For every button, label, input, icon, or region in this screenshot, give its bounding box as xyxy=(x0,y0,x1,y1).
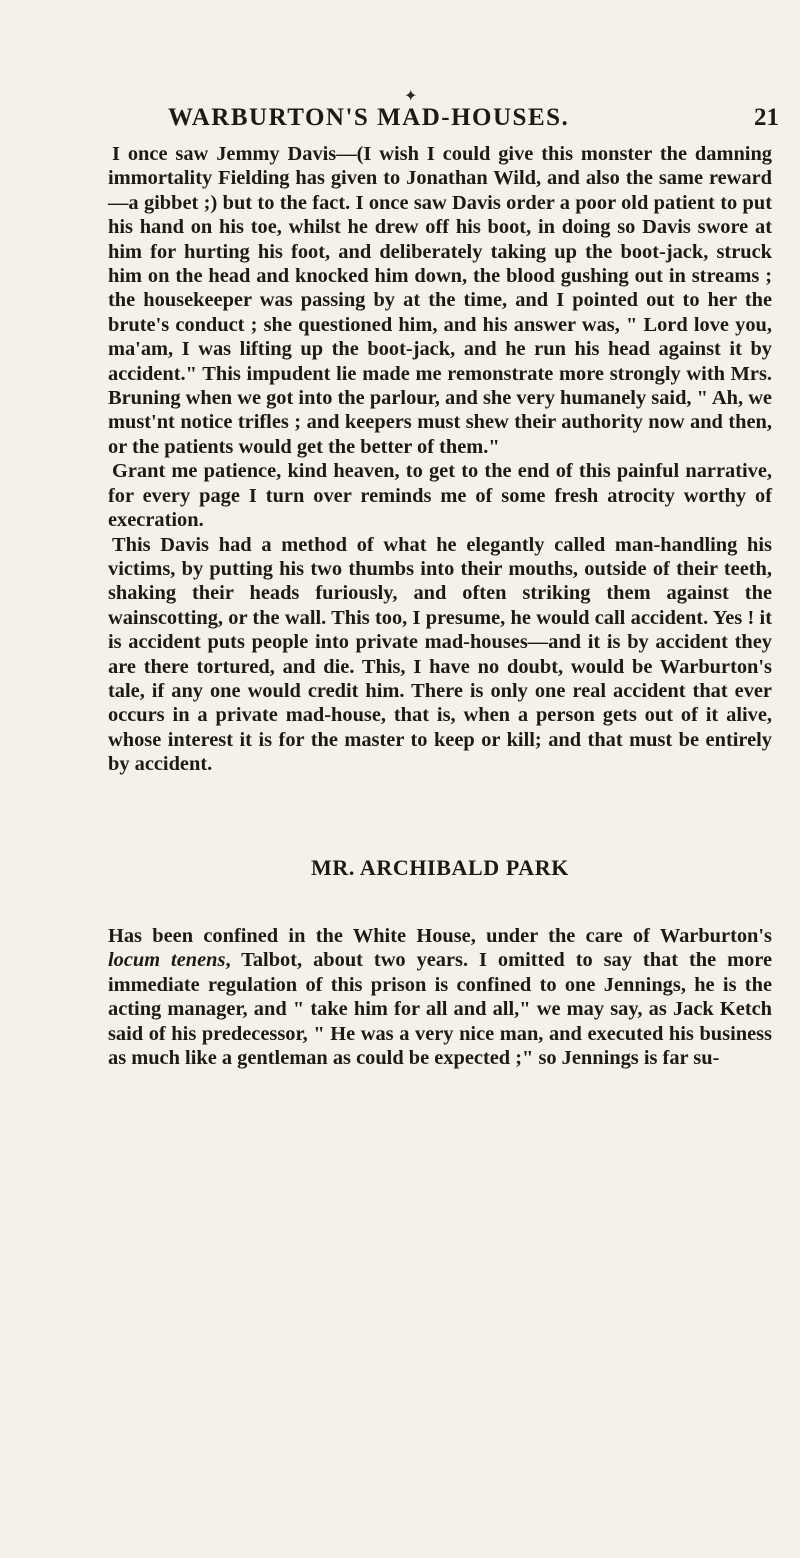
printer-mark: ✦ xyxy=(404,88,418,105)
section-heading: MR. ARCHIBALD PARK xyxy=(311,854,569,880)
body-text xyxy=(108,142,772,1071)
running-head xyxy=(0,104,800,140)
page-number: 21 xyxy=(754,104,779,131)
paragraph-text-end: , Talbot, about two years. I omitted to say that the more immediate regulation of this prison is confined to one Jennings, he is the acting manager, and " take him for all and all," we may say, as Jack Ketch said of his predecessor, " He was a very nice man, and executed his business as much like a gentleman as could be expected ;" so Jennings is far su- xyxy=(108,949,773,1070)
italic-phrase: locum tenens xyxy=(108,949,226,972)
paragraph-man-handling: This Davis had a method of what he elegantly called man-handling his victims, by putting his two thumbs into their mouths, outside of their teeth, shaking their heads furiously, and often striking them against the wainscotting, or the wall. This too, I presume, he would call accident. Yes ! it is accident puts people into private mad-houses—and it is by accident they are there tortured, and die. This, I have no doubt, would be Warburton's tale, if any one would credit him. There is only one real accident that ever occurs in a private mad-house, that is, when a person gets out of it alive, whose interest it is for the master to keep or kill; and that must be entirely by accident. xyxy=(108,533,772,776)
paragraph-text-start: Has been confined in the White House, under the care of Warburton's xyxy=(108,924,772,947)
paragraph-archibald-park xyxy=(108,924,772,1071)
paragraph-grant-me-patience: Grant me patience, kind heaven, to get to the end of this painful narrative, for every page I turn over reminds me of some fresh atrocity worthy of execration. xyxy=(108,460,772,532)
paragraph-jemmy-davis: I once saw Jemmy Davis—(I wish I could give this monster the damning immortality Fielding has given to Jonathan Wild, and also the same reward—a gibbet ;) but to the fact. I once saw Davis order a poor old patient to put his hand on his toe, whilst he drew off his boot, in doing so Davis swore at him for hurting his foot, and deliberately taking up the boot-jack, struck him on the head and knocked him down, the blood gushing out in streams ; the housekeeper was passing by at the time, and I pointed out to her the brute's conduct ; she questioned him, and his answer was, " Lord love you, ma'am, I was lifting up the boot-jack, and he run his head against it by accident." This impudent lie made me remonstrate more strongly with Mrs. Bruning when we got into the parlour, and she very humanely said, " Ah, we must'nt notice trifles ; and keepers must shew their authority now and then, or the patients would get the better of them." xyxy=(108,143,772,458)
running-title: WARBURTON'S MAD-HOUSES. xyxy=(168,104,570,131)
